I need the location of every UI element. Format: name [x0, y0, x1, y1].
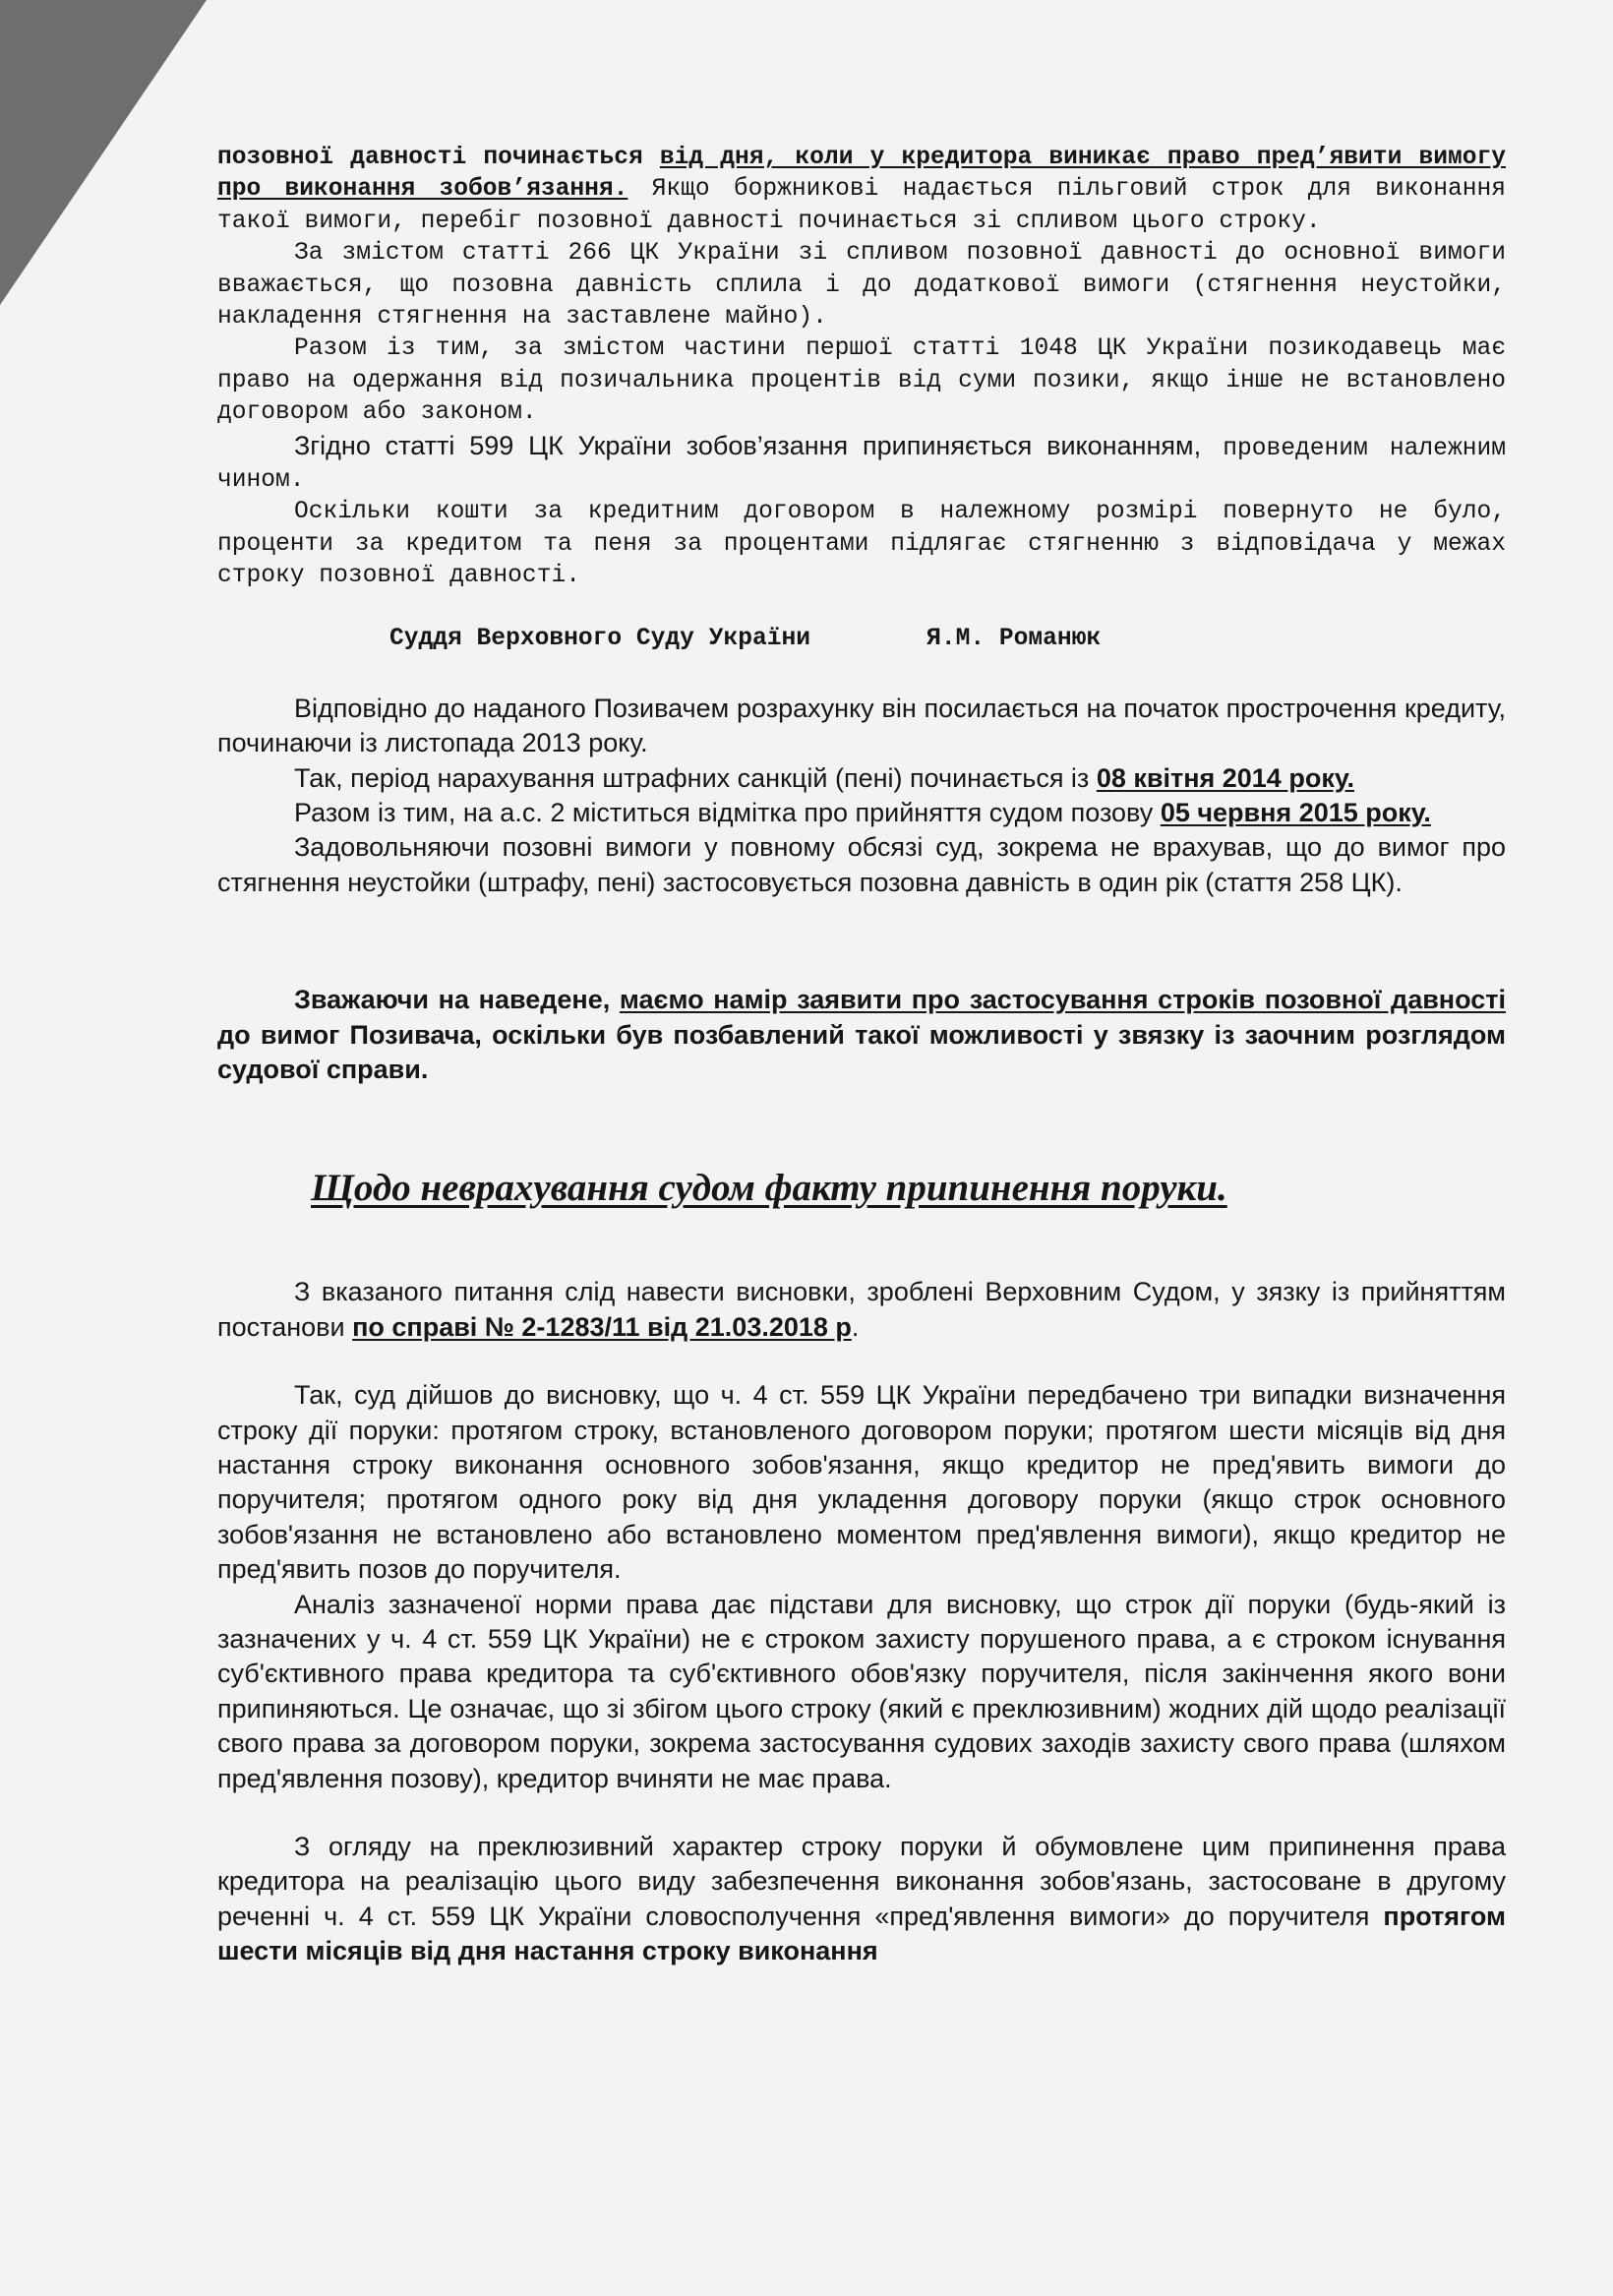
paragraph-surety-term-cases: Так, суд дійшов до висновку, що ч. 4 ст. 559 ЦК України передбачено три випадки визначення строку дії поруки: протягом строку, встановленого договором поруки; протягом шести місяців від дня настання строку виконання основного зобов'язання, якщо кредитор не пред'явить вимоги до поручителя; протягом одного року від дня укладення договору поруки (якщо строк основного зобов'язання не встановлено або встановлено моментом пред'явлення вимоги), якщо кредитор не пред'явить позов до поручителя.	[217, 1380, 1506, 1585]
paragraph-one-year-limitation: Задовольняючи позовні вимоги у повному обсязі суд, зокрема не врахував, що до вимог про стягнення неустойки (штрафу, пені) застосовується позовна давність в один рік (стаття 258 ЦК).	[217, 832, 1506, 897]
paragraph-calculation: Відповідно до наданого Позивачем розрахунку він посилається на початок прострочення кредиту, починаючи із листопада 2013 року.	[217, 693, 1506, 758]
paragraph-limitation-start: позовної давності починається від дня, коли у кредитора виникає право пред’явити вимогу про виконання зобов’язання. Якщо боржникові надається пільговий строк для виконання такої вимоги, перебіг позовної давності починається зі спливом цього строку.	[217, 145, 1507, 235]
paragraph-article-1048: Разом із тим, за змістом частини першої статті 1048 ЦК України позикодавець має право на одержання від позичальника процентів від суми позики, якщо інше не встановлено договором або законом.	[217, 335, 1506, 427]
paragraph-funds-not-returned: Оскільки кошти за кредитним договором в належному розмірі повернуто не було, проценти за кредитом та пеня за процентами підлягає стягненню з відповідача у межах строку позовної давності.	[217, 499, 1506, 590]
section-heading: Щодо неврахування судом факту припинення поруки.	[311, 1167, 1227, 1210]
paragraph-intent-statement: Зважаючи на наведене, маємо намір заявити про застосування строків позовної давності до вимог Позивача, оскільки був позбавлений такої можливості у звязку із заочним розглядом судової справи.	[217, 985, 1506, 1084]
paragraph-preclusive-nature: З огляду на преклюзивний характер строку поруки й обумовлене цим припинення права кредитора на реалізацію цього виду забезпечення виконання зобов'язань, застосоване в другому реченні ч. 4 ст. 559 ЦК України словосполучення «пред'явлення вимоги» до поручителя протягом шести місяців від дня настання строку виконання	[217, 1832, 1506, 1966]
judge-role: Суддя Верховного Суду України	[389, 625, 811, 652]
judge-signature-line	[389, 626, 1506, 652]
paragraph-article-599: Згідно статті 599 ЦК України зобов’язання припиняється виконанням, проведеним належним чином.	[217, 430, 1506, 495]
paragraph-supreme-court-ref: З вказаного питання слід навести висновки, зроблені Верховним Судом, у зязку із прийняттям постанови по справі № 2-1283/11 від 21.03.2018 р.	[217, 1277, 1506, 1342]
paragraph-claim-accepted: Разом із тим, на а.с. 2 міститься відмітка про прийняття судом позову 05 червня 2015 року.	[294, 797, 1431, 827]
folded-corner-shadow	[0, 0, 207, 305]
paragraph-norm-analysis: Аналіз зазначеної норми права дає підстави для висновку, що строк дії поруки (будь-який із зазначених у ч. 4 ст. 559 ЦК України) не є строком захисту порушеного права, а є строком існування суб'єктивного права кредитора та суб'єктивного обов'язку поручителя, після закінчення якого вони припиняються. Це означає, що зі збігом цього строку (який є преклюзивним) жодних дій щодо реалізації свого права за договором поруки, зокрема застосування судових заходів захисту свого права (шляхом пред'явлення позову), кредитор вчиняти не має права.	[217, 1589, 1506, 1793]
document-body	[217, 143, 1506, 1969]
paragraph-article-266: За змістом статті 266 ЦК України зі спливом позовної давності до основної вимоги вважається, що позовна давність сплила і до додаткової вимоги (стягнення неустойки, накладення стягнення на заставлене майно).	[217, 240, 1506, 332]
paragraph-penalty-period: Так, період нарахування штрафних санкцій (пені) починається із 08 квітня 2014 року.	[294, 762, 1354, 793]
judge-name: Я.М. Романюк	[926, 625, 1102, 652]
